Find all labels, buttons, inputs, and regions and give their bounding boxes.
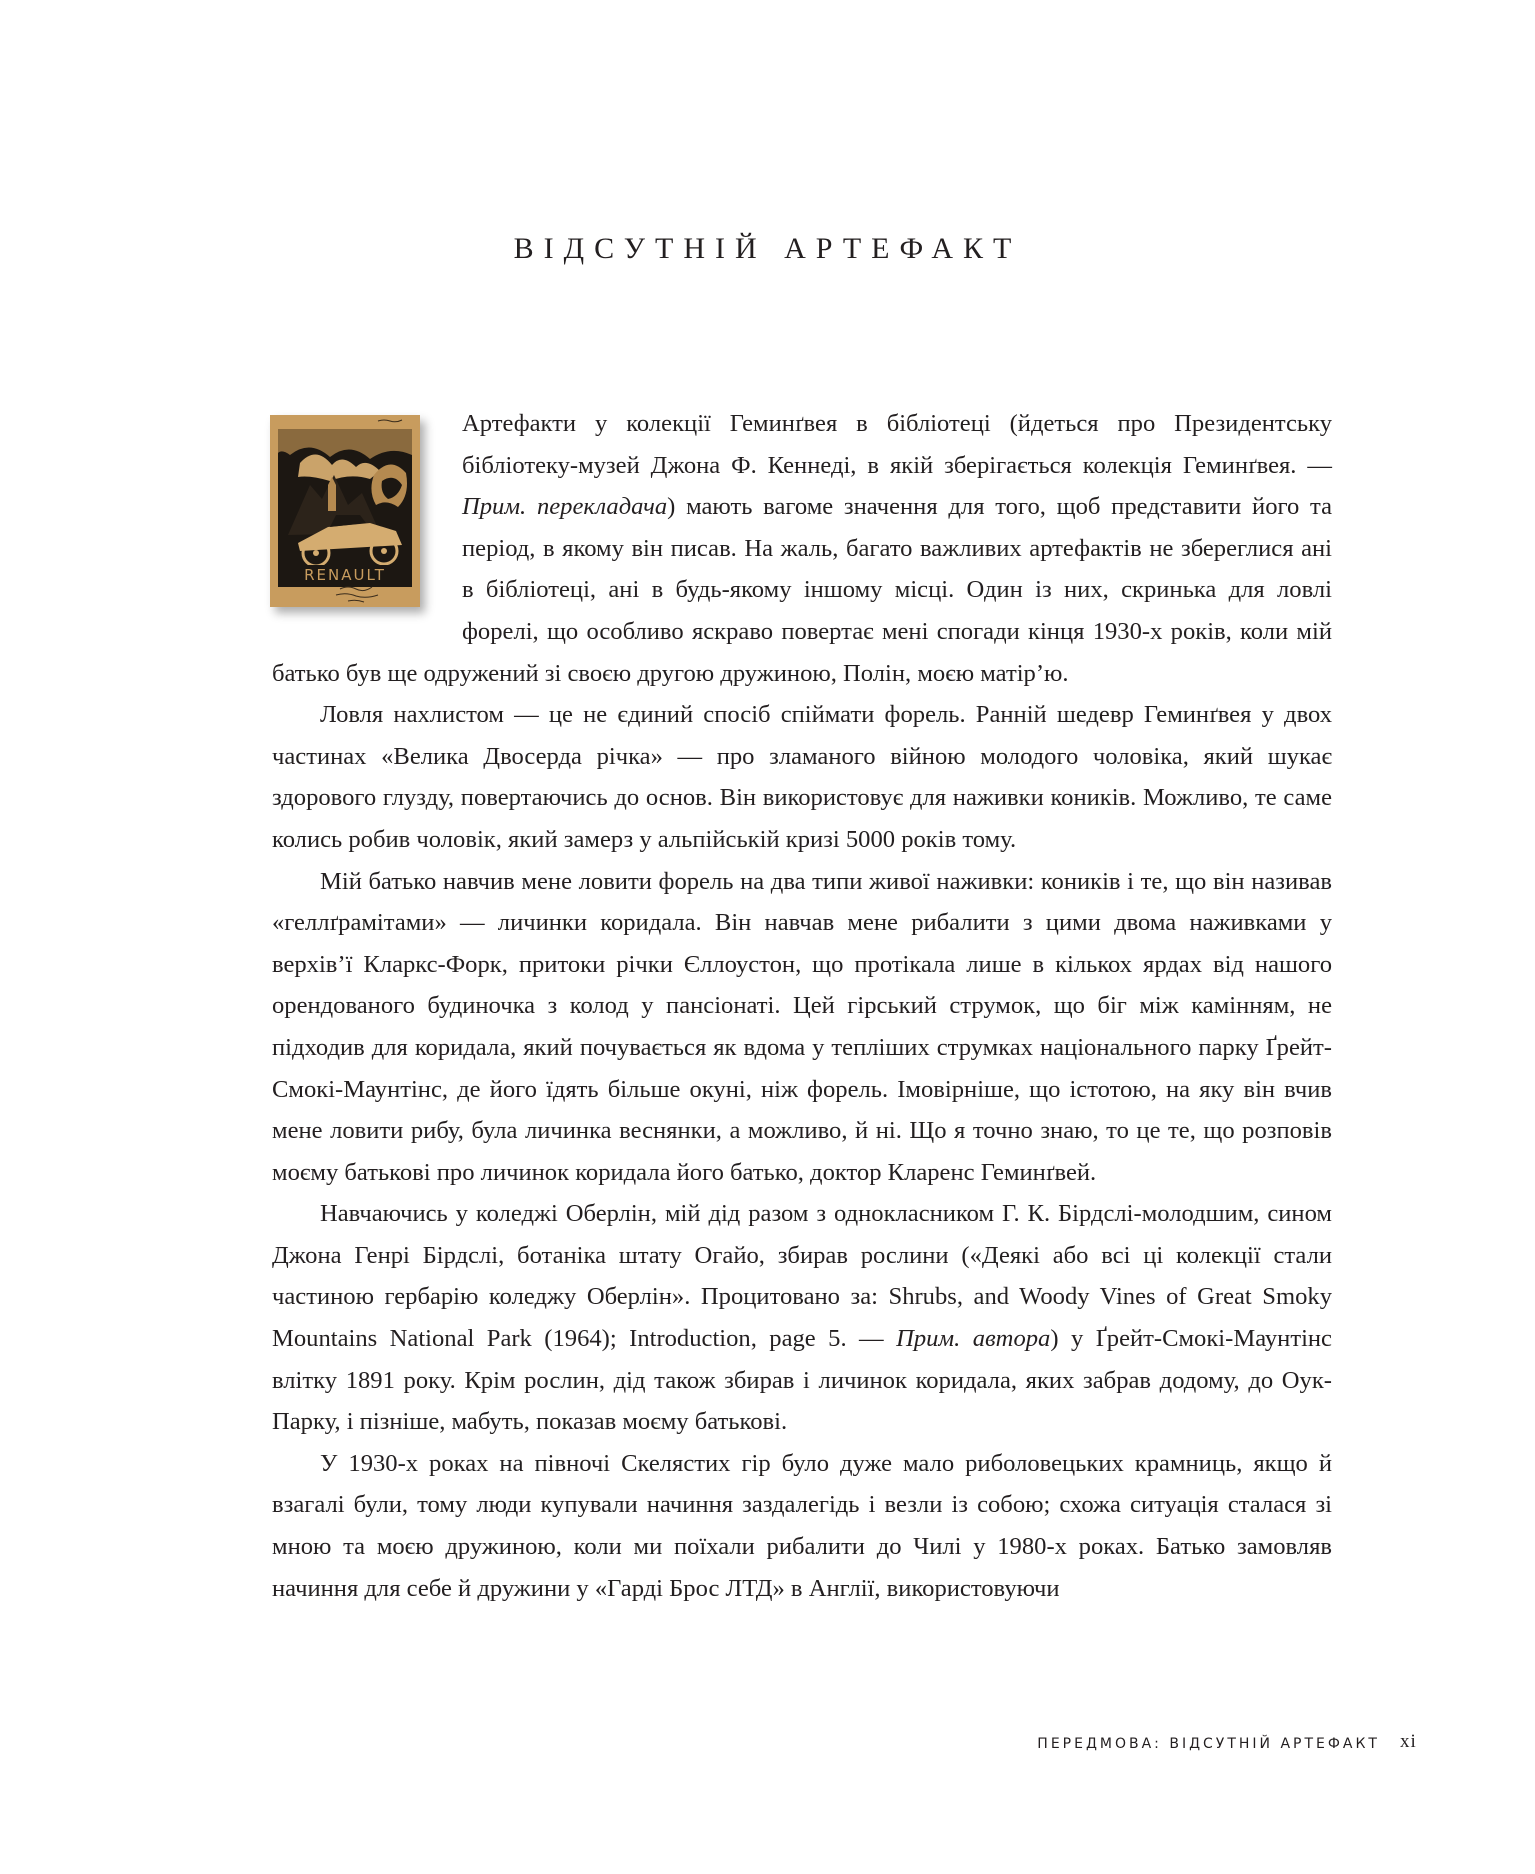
paragraph-2: Ловля нахлистом — це не єдиний спосіб спіймати форель. Ранній шедевр Геминґвея у двох частинах «Велика Двосерда річка» — про зламаного війною молодого чоловіка, який шукає здорового глузду, повертаючись до основ. Він використовує для наживки коників. Можливо, те саме колись робив чоловік, який замерз у альпійській кризі 5000 років тому. <box>272 701 1332 853</box>
paragraph-4 <box>272 1193 1332 1443</box>
paragraph-3: Мій батько навчив мене ловити форель на два типи живої наживки: коників і те, що він називав «геллґрамітами» — личинки коридала. Він навчав мене рибалити з цими двома наживками у верхів’ї Кларкс-Форк, притоки річки Єллоустон, що протікала лише в кількох ярдах від нашого орендованого будиночка з колод у пансіонаті. Цей гірський струмок, що біг між камінням, не підходив для коридала, який почувається як вдома у тепліших струмках національного парку Ґрейт-Смокі-Маунтінс, де його їдять більше окуні, ніж форель. Імовірніше, що істотою, на яку він вчив мене ловити рибу, була личинка веснянки, а можливо, й ні. Що я точно знаю, то це те, що розповів моєму батькові про личинок коридала його батько, доктор Кларенс Геминґвей. <box>272 867 1332 1186</box>
chapter-title: ВІДСУТНІЙ АРТЕФАКТ <box>513 232 1022 265</box>
page-number: xi <box>1400 1731 1417 1752</box>
paragraph-1-text-b: ) мають вагоме значення для того, щоб представити його та період, в якому він писав. На жаль, багато важливих артефактів не збереглися ані в бібліотеці, ані в будь-якому іншому місці. Один із них, скринька для ловлі форелі, що особливо яскраво повертає мені спогади кінця 1930-х років, коли мій батько був ще одружений зі своєю другою дружиною, Полін, моєю матір’ю. <box>272 493 1332 687</box>
paragraph-4-text-b: ) у Ґрейт-Смокі-Маунтінс влітку 1891 року. Крім рослин, дід також збирав і личинок коридала, яких забрав додому, до Оук-Парку, і пізніше, мабуть, показав моєму батькові. <box>272 1325 1332 1436</box>
paragraph-5: У 1930-х роках на півночі Скелястих гір було дуже мало риболовецьких крамниць, якщо й взагалі були, тому люди купували начиння заздалегідь і везли із собою; схожа ситуація сталася зі мною та моєю дружиною, коли ми поїхали рибалити до Чилі у 1980-х роках. Батько замовляв начиння для себе й дружини у «Гарді Брос ЛТД» в Англії, використовуючи <box>272 1449 1332 1602</box>
paragraph-1-text-a: Артефакти у колекції Геминґвея в бібліотеці (йдеться про Президентську бібліотеку-музей Джона Ф. Кеннеді, в якій зберігається колекція Геминґвея. — <box>462 410 1332 479</box>
renault-logo-text: RENAULT <box>304 566 386 584</box>
author-note: Прим. автора <box>896 1325 1051 1353</box>
paragraph-4-text-a: Навчаючись у коледжі Оберлін, мій дід разом з однокласником Г. К. Бірдслі-молодшим, сином Джона Генрі Бірдслі, ботаніка штату Огайо, збирав рослини («Деякі або всі ці колекції стали частиною гербарію коледжу Оберлін». Процитовано за: Shrubs, and Woody Vines of Great Smoky Mountains National Park (1964); Introduction, page 5. — <box>272 1200 1332 1353</box>
body-text <box>272 403 1332 1609</box>
translator-note: Прим. перекладача <box>462 493 668 521</box>
running-head: ПЕРЕДМОВА: ВІДСУТНІЙ АРТЕФАКТ <box>1037 1736 1380 1752</box>
figure-float-spacer <box>272 403 462 611</box>
